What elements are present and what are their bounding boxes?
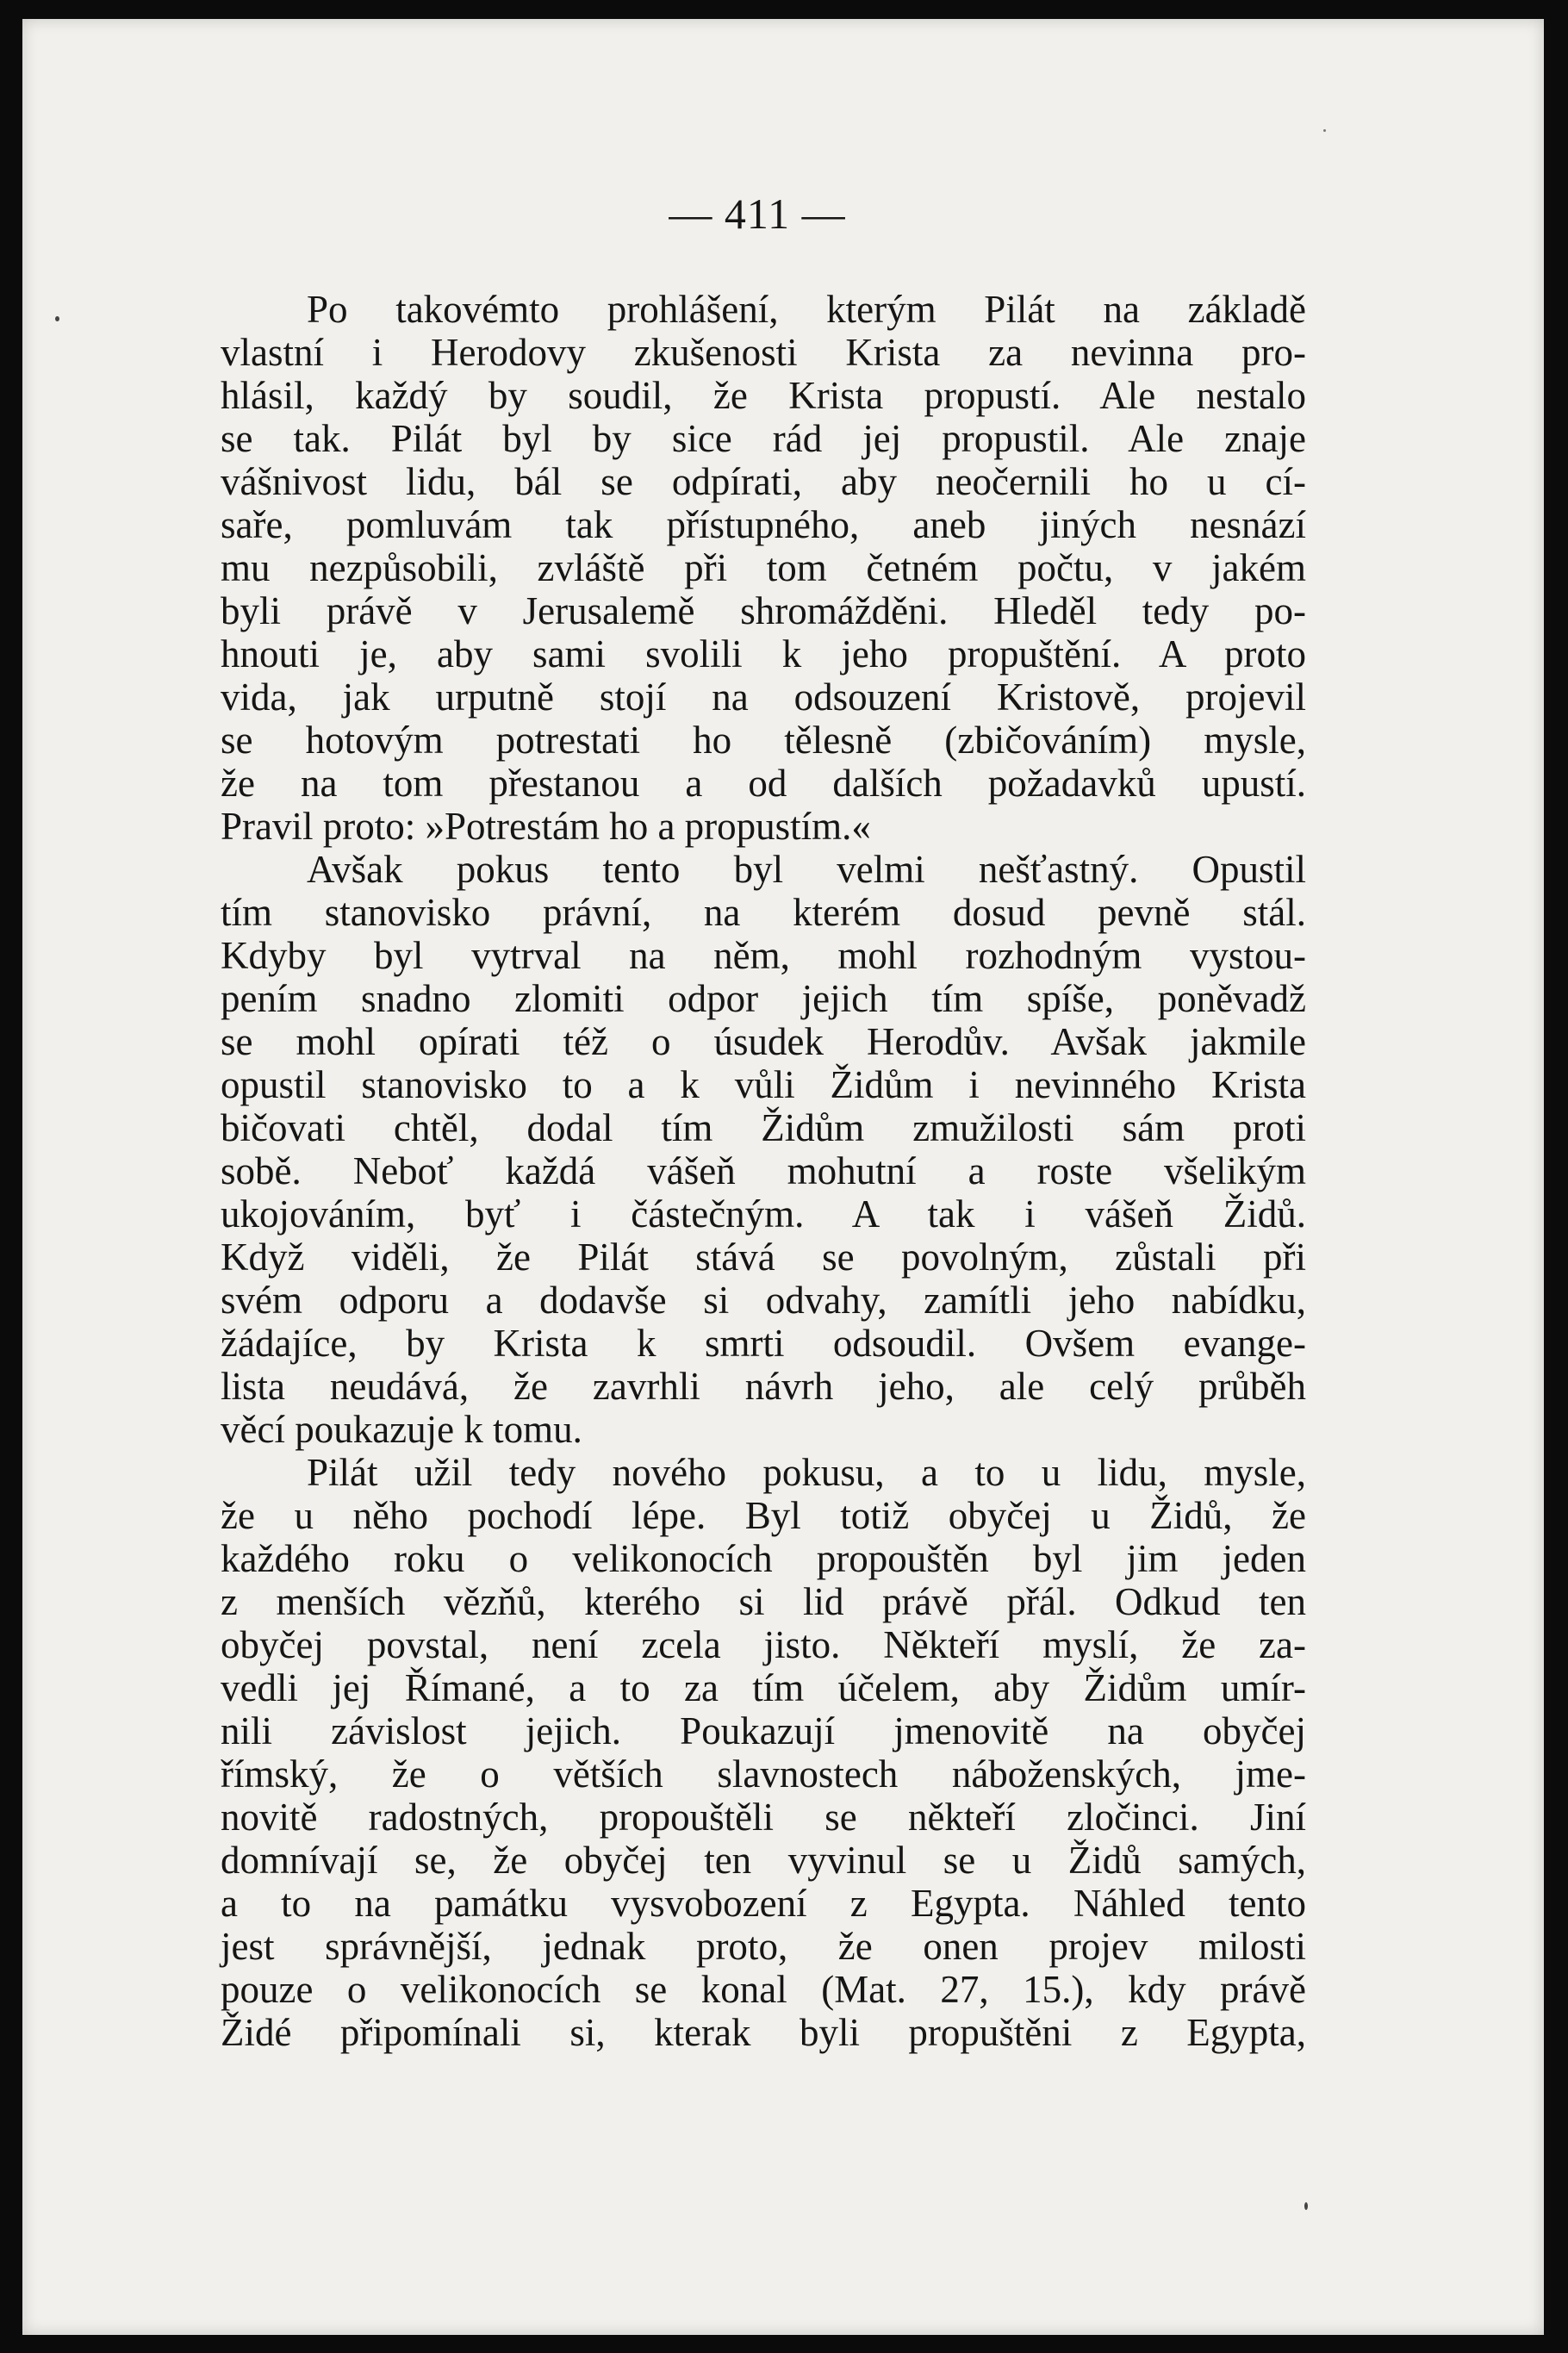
text-line: vida, jak urputně stojí na odsouzení Kristově, projevil	[221, 675, 1306, 719]
scan-speck	[1323, 129, 1326, 132]
text-line: mu nezpůsobili, zvláště při tom četném počtu, v jakém	[221, 546, 1306, 589]
text-line: Kdyby byl vytrval na něm, mohl rozhodným vystou-	[221, 934, 1306, 977]
text-line: obyčej povstal, není zcela jisto. Někteří myslí, že za-	[221, 1623, 1306, 1666]
text-line: Pilát užil tedy nového pokusu, a to u lidu, mysle,	[307, 1451, 1306, 1494]
text-line: svém odporu a dodavše si odvahy, zamítli jeho nabídku,	[221, 1279, 1306, 1322]
body-text	[221, 288, 1306, 2054]
text-line: že u něho pochodí lépe. Byl totiž obyčej u Židů, že	[221, 1494, 1306, 1537]
text-line: hlásil, každý by soudil, že Krista propustí. Ale nestalo	[221, 374, 1306, 417]
page-number: — 411 —	[669, 190, 846, 238]
text-line: sobě. Neboť každá vášeň mohutní a roste všelikým	[221, 1149, 1306, 1192]
text-line: novitě radostných, propouštěli se někteří zločinci. Jiní	[221, 1796, 1306, 1839]
text-line: Židé připomínali si, kterak byli propuštěni z Egypta,	[221, 2011, 1306, 2054]
text-line: Po takovémto prohlášení, kterým Pilát na základě	[307, 288, 1306, 331]
text-line: vášnivost lidu, bál se odpírati, aby neočernili ho u cí-	[221, 460, 1306, 503]
text-line: byli právě v Jerusalemě shromážděni. Hleděl tedy po-	[221, 589, 1306, 632]
text-line: ukojováním, byť i částečným. A tak i vášeň Židů.	[221, 1192, 1306, 1236]
text-line: žádajíce, by Krista k smrti odsoudil. Ovšem evange-	[221, 1322, 1306, 1365]
text-line: saře, pomluvám tak přístupného, aneb jiných nesnází	[221, 503, 1306, 546]
text-line: opustil stanovisko to a k vůli Židům i nevinného Krista	[221, 1063, 1306, 1106]
text-line: se mohl opírati též o úsudek Herodův. Avšak jakmile	[221, 1020, 1306, 1063]
text-line: domnívají se, že obyčej ten vyvinul se u Židů samých,	[221, 1839, 1306, 1882]
text-line: věcí poukazuje k tomu.	[221, 1408, 582, 1451]
text-line: Když viděli, že Pilát stává se povolným, zůstali při	[221, 1236, 1306, 1279]
text-line: bičovati chtěl, dodal tím Židům zmužilosti sám proti	[221, 1106, 1306, 1149]
scan-speck	[1304, 2202, 1308, 2210]
text-line: z menších vězňů, kterého si lid právě přál. Odkud ten	[221, 1580, 1306, 1623]
text-line: každého roku o velikonocích propouštěn byl jim jeden	[221, 1537, 1306, 1580]
text-line: se tak. Pilát byl by sice rád jej propustil. Ale znaje	[221, 417, 1306, 460]
text-line: jest správnější, jednak proto, že onen projev milosti	[221, 1925, 1306, 1968]
text-line: a to na památku vysvobození z Egypta. Náhled tento	[221, 1882, 1306, 1925]
text-line: se hotovým potrestati ho tělesně (zbičováním) mysle,	[221, 719, 1306, 762]
text-line: Avšak pokus tento byl velmi nešťastný. Opustil	[307, 848, 1306, 891]
text-line: nili závislost jejich. Poukazují jmenovitě na obyčej	[221, 1709, 1306, 1752]
text-line: Pravil proto: »Potrestám ho a propustím.«	[221, 805, 871, 848]
book-page	[22, 19, 1544, 2335]
text-line: tím stanovisko právní, na kterém dosud pevně stál.	[221, 891, 1306, 934]
text-line: lista neudává, že zavrhli návrh jeho, ale celý průběh	[221, 1365, 1306, 1408]
text-line: pením snadno zlomiti odpor jejich tím spíše, poněvadž	[221, 977, 1306, 1020]
text-line: vedli jej Římané, a to za tím účelem, aby Židům umír-	[221, 1666, 1306, 1709]
text-line: římský, že o větších slavnostech náboženských, jme-	[221, 1752, 1306, 1796]
text-line: hnouti je, aby sami svolili k jeho propuštění. A proto	[221, 632, 1306, 675]
text-line: vlastní i Herodovy zkušenosti Krista za nevinna pro-	[221, 331, 1306, 374]
scan-speck	[55, 316, 59, 321]
text-line: pouze o velikonocích se konal (Mat. 27, 15.), kdy právě	[221, 1968, 1306, 2011]
text-line: že na tom přestanou a od dalších požadavků upustí.	[221, 762, 1306, 805]
